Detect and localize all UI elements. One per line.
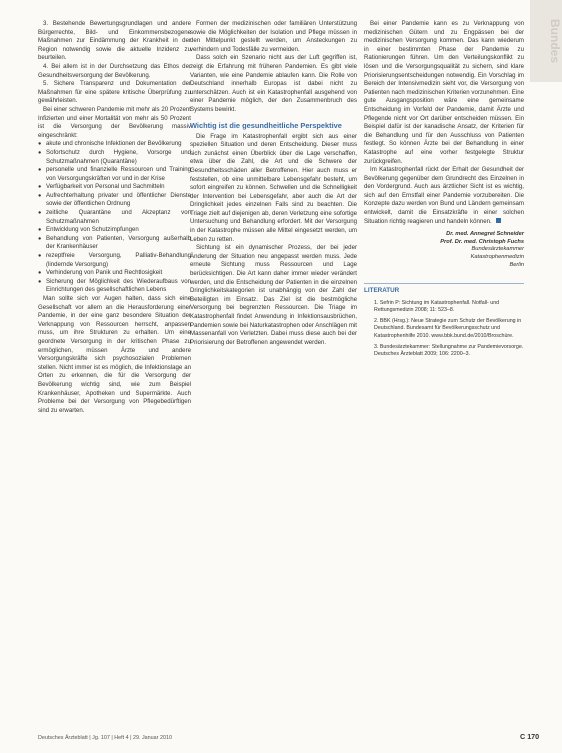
reference-item: 2. BBK (Hrsg.): Neue Strategie zum Schutz der Bevölkerung in Deutschland. Bundesamt für Bevölkerungsschutz und Katastrophenhilfe 2010. www.bbk.bund.de/2010/Broschüre.: [374, 318, 522, 339]
bullet-item: ● Aufrechterhaltung privater und öffentlicher Dienste sowie der öffentlichen Ordnung: [38, 192, 191, 209]
author-line: Dr. med. Annegret Schneider: [446, 231, 524, 238]
column-1: [38, 20, 191, 415]
page-number: C 170: [520, 732, 540, 741]
reference-item: 1. Sefrin P: Sichtung im Katastrophenfall. Notfall- und Rettungsmedizin 2008; 11: 523–8.: [374, 299, 500, 314]
body-paragraph: Im Katastrophenfall rückt der Erhalt der Gesundheit der Bevölkerung gegenüber dem Grundrecht des Einzelnen in den Vordergrund. Auch aus ärztlicher Sicht ist es wichtig, sich auf den Ernstfall einer Pandemie vorzubereiten. Die Konzepte dazu werden von Bund und Ländern gemeinsam entwickelt, damit die Einsatzkräfte in einer solchen Situation richtig reagieren und handeln können.: [364, 166, 524, 225]
body-paragraph: 4. Bei allem ist in der Durchsetzung das Ethos der Gesundheitsversorgung der Bevölkerung.: [38, 62, 191, 79]
author-line: Bundesärztekammer: [471, 246, 524, 253]
bullet-item: ● Sofortschutz durch Hygiene, Vorsorge und Schutzmaßnahmen (Quarantäne): [38, 149, 191, 166]
section-tab: Bundes: [530, 0, 562, 82]
section-heading: Wichtig ist die gesundheitliche Perspektive: [190, 120, 342, 130]
column-2: [190, 20, 357, 347]
bullet-item: ● rezeptfreie Versorgung, Palliativ-Behandlung (lindernde Versorgung): [38, 252, 191, 269]
body-paragraph: Bei einer Pandemie kann es zu Verknappung von medizinischen Gütern und zu Engpässen bei der medizinischen Versorgung kommen. Das kann wiederum in einer bestimmten Phase der Pandemie zu Rationierungen führen. Um den Verteilungskonflikt zu lösen und die Versorgungsqualität zu sichern, sind klare Priorisierungsentscheidungen notwendig. Ein Vorschlag im Bereich der Intensivmedizin sieht vor, die Versorgung von Patienten nach medizinischen Kriterien vorzunehmen. Eine gute Ausgangsposition wäre eine gemeinsame Entscheidung im Vorfeld der Pandemie, damit Ärzte und Pflegende nicht vor Ort darüber entscheiden müssen. Ein Beispiel dafür ist der kanadische Ansatz, der Kriterien für die Behandlung und für den Ausschluss von Patienten festlegt. So können Ärzte bei der Behandlung in einer Katastrophe auf eine vorher festgelegte Struktur zurückgreifen.: [364, 20, 524, 165]
body-paragraph: 3. Bestehende Bewertungsgrundlagen und andere Bürgerrechte, Bild- und Einkommensbezogene Maßnahmen zur Eindämmung der Krankheit in der Region notwendig sowie die aktuelle Inzidenz zu beurteilen.: [38, 20, 191, 62]
body-paragraph: 5. Sichere Transparenz und Dokumentation der Maßnahmen für eine spätere kritische Überprüfung zu gewährleisten.: [38, 80, 191, 105]
literature-heading: LITERATUR: [364, 283, 524, 296]
footer-citation: Deutsches Ärzteblatt | Jg. 107 | Heft 4 | 29. Januar 2010: [38, 735, 172, 741]
bullet-item: ● Verhinderung von Panik und Rechtlosigkeit: [38, 269, 191, 278]
bullet-item: ● zeitliche Quarantäne und Akzeptanz von Schutzmaßnahmen: [38, 209, 191, 226]
column-3: [364, 20, 524, 362]
author-line: Katastrophenmedizin: [470, 254, 524, 261]
reference-item: 3. Bundesärztekammer: Stellungnahme zur Pandemievorsorge. Deutsches Ärzteblatt 2009; 106: 2200–3.: [374, 343, 524, 358]
author-block: [364, 231, 524, 269]
bullet-item: ● akute und chronische Infektionen der Bevölkerung: [38, 140, 191, 149]
literature-list: [364, 300, 524, 358]
body-paragraph: Formen der medizinischen oder familiären Unterstützung sowie die Möglichkeiten der Isolation und Pflege müssen in den Mittelpunkt gestellt werden, um Ansteckungen zu verhindern und Todesfälle zu vermeiden.: [190, 20, 357, 53]
bullet-item: ● Verfügbarkeit von Personal und Sachmitteln: [38, 183, 191, 192]
bullet-item: ● Behandlung von Patienten, Versorgung außerhalb der Krankenhäuser: [38, 235, 191, 252]
body-paragraph: Dass solch ein Szenario nicht aus der Luft gegriffen ist, zeigt die Erfahrung mit früheren Pandemien. Es gibt viele Varianten, wie eine Pandemie ablaufen kann. Die Rolle von Deutschland innerhalb Europas ist dabei nicht zu unterschätzen. Auch ist ein Katastrophenfall ausgehend von einer Pandemie möglich, der den Zusammenbruch des Systems bewirkt.: [190, 54, 357, 113]
bullet-item: ● personelle und finanzielle Ressourcen und Training von Versorgungskräften vor und in der Krise: [38, 166, 191, 183]
body-paragraph: Die Frage im Katastrophenfall ergibt sich aus einer speziellen Situation und deren Entscheidung. Dieser muss sich zunächst einen Überblick über die Lage verschaffen, etwa über die Zahl, die Art und die Schwere der Gesundheitsschäden aller Betroffenen. Hier auch muss er feststellen, ob eine unmittelbare Lebensgefahr besteht, um sofort eingreifen zu können. Schwellen und die Schnelligkeit der Intervention bei Lebensgefahr, aber auch die Art der Dringlichkeit jedes einzelnen Falls sind zu beachten. Die Triage zielt auf diejenigen ab, deren Verletzung eine sofortige Untersuchung und Behandlung erfordert. Mit der Versorgung in der Katastrophe müssen alle Mittel eingesetzt werden, um Leben zu retten.: [190, 132, 357, 243]
body-paragraph: Bei einer schweren Pandemie mit mehr als 20 Prozent Infizierten und einer Mortalität von mehr als 50 Prozent ist die Versorgung der Bevölkerung massiv eingeschränkt:: [38, 105, 191, 139]
body-paragraph: Sichtung ist ein dynamischer Prozess, der bei jeder Änderung der Situation neu angepasst werden muss. Jede erneute Sichtung muss Ressourcen und Lage berücksichtigen. Die Art kann daher immer wieder verändert werden, und die Entscheidung der Patienten in die einzelnen Dringlichkeitskategorien ist unabhängig von der Zahl der Beteiligten im Einsatz. Das Ziel ist die bestmögliche Versorgung bei begrenzten Ressourcen. Die Triage im Katastrophenfall findet Anwendung in Infektionsausbrüchen, Pandemien sowie bei Naturkatastrophen oder Anschlägen mit Massenanfall von Verletzten. Dabei muss diese auch bei der Priorisierung der Betroffenen angewendet werden.: [190, 244, 357, 346]
bullet-item: ● Sicherung der Möglichkeit des Wiederaufbaus von Einrichtungen des gesellschaftlichen Lebens: [38, 278, 191, 295]
author-line: Berlin: [509, 261, 524, 268]
end-mark: [496, 218, 501, 223]
author-line: Prof. Dr. med. Christoph Fuchs: [440, 238, 524, 245]
body-paragraph: Man sollte sich vor Augen halten, dass sich eine Gesellschaft vor allem an die Herausforderung einer Pandemie, in der eine ganz besondere Situation der Verknappung von Ressourcen herrscht, anpassen muss, um ihre Strukturen zu erhalten. Um eine geordnete Versorgung in der kritischen Phase zu ermöglichen, müssen Ärzte und andere Versorgungskräfte sich psychosozialen Problemen stellen. Nicht immer ist es möglich, die Infektionslage an Orten zu erkennen, die für die Versorgung der Bevölkerung wichtig sind, wie zum Beispiel Krankenhäuser, Apotheken und Supermärkte. Auch Probleme bei der Versorgung von Pflegebedürftigen sind zu erwarten.: [38, 295, 191, 414]
bullet-item: ● Entwicklung von Schutzimpfungen: [38, 226, 191, 235]
